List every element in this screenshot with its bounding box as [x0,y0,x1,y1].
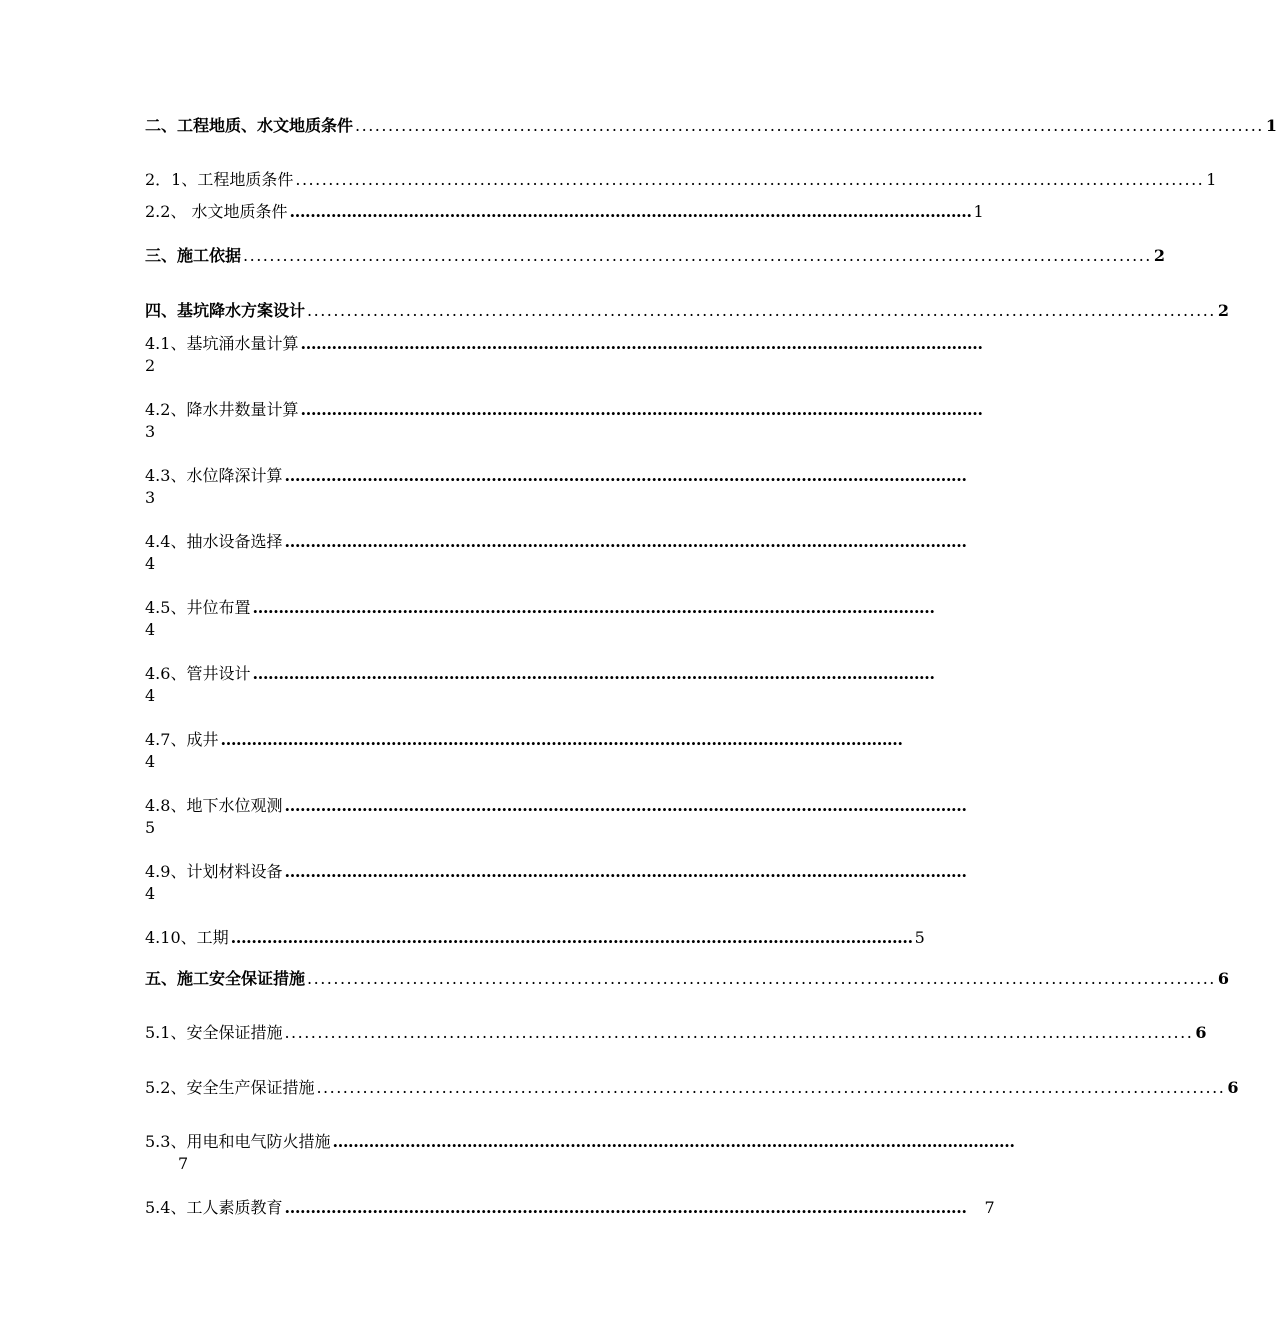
toc-entry[interactable] [145,1019,1207,1043]
leader-dots: …………………………………………………………………………………………………………………… [300,400,983,419]
toc-entry-page: 2 [1217,301,1230,320]
leader-dots: .......................................................................................................................................... [307,301,1216,320]
toc-entry[interactable] [145,198,984,222]
toc-entry-title: 4.10、工期 [145,928,229,947]
toc-entry-title: 5.2、安全生产保证措施 [145,1078,315,1097]
toc-entry-page: 4 [145,620,156,639]
leader-dots: .......................................................................................................................................... [355,116,1264,135]
toc-entry-title: 2.2、 水文地质条件 [145,202,288,221]
toc-entry-page: 5 [145,818,156,837]
toc-entry[interactable] [145,660,935,684]
toc-entry-page: 6 [1195,1023,1207,1042]
toc-entry-page: 4 [145,884,156,903]
leader-dots: …………………………………………………………………………………………………………………… [252,664,935,683]
toc-entry-page: 4 [145,554,156,573]
toc-entry-page: 4 [145,686,156,705]
leader-dots: …………………………………………………………………………………………………………………… [332,1132,1015,1151]
toc-entry-title: 4.1、基坑涌水量计算 [145,334,299,353]
leader-dots: …………………………………………………………………………………………………………………… [230,928,913,947]
leader-dots: …………………………………………………………………………………………………………………… [284,532,967,551]
toc-entry-page: 3 [145,488,156,507]
leader-dots: …………………………………………………………………………………………………………………… [284,1198,967,1217]
toc-entry-title: 四、基坑降水方案设计 [145,301,306,320]
leader-dots: .......................................................................................................................................... [284,1023,1194,1042]
toc-entry-page: 2 [1153,246,1166,265]
toc-entry-page: 4 [145,752,156,771]
toc-entry[interactable] [145,924,925,948]
toc-entry-page: 1 [1265,116,1277,135]
leader-dots: …………………………………………………………………………………………………………………… [284,862,967,881]
toc-entry-title: 4.6、管井设计 [145,664,251,683]
toc-entry-title: 4.3、水位降深计算 [145,466,283,485]
toc-entry[interactable] [145,965,1230,989]
toc-entry-page: 7 [984,1198,995,1217]
toc-entry-title: 4.9、计划材料设备 [145,862,283,881]
toc-entry-title: 4.8、地下水位观测 [145,796,283,815]
toc-entry-page: 6 [1217,969,1230,988]
leader-dots: .......................................................................................................................................... [295,170,1205,189]
toc-entry[interactable] [145,462,967,486]
toc-entry[interactable] [145,594,935,618]
toc-entry[interactable] [145,297,1230,321]
toc-entry[interactable] [145,726,903,750]
toc-entry[interactable] [145,528,967,552]
leader-dots: …………………………………………………………………………………………………………………… [220,730,903,749]
toc-entry-page: 2 [145,356,156,375]
toc-entry-title: 五、施工安全保证措施 [145,969,306,988]
toc-entry-title: 5.4、工人素质教育 [145,1198,283,1217]
leader-dots: …………………………………………………………………………………………………………………… [289,202,972,221]
toc-entry[interactable] [145,396,983,420]
toc-entry-title: 4.7、成井 [145,730,219,749]
leader-dots: …………………………………………………………………………………………………………………… [284,466,967,485]
toc-entry-title: 4.4、抽水设备选择 [145,532,283,551]
toc-entry-page: 7 [178,1154,189,1173]
toc-entry-title: 二、工程地质、水文地质条件 [145,116,354,135]
toc-entry-title: 5.3、用电和电气防火措施 [145,1132,331,1151]
toc-entry-page: 1 [1206,170,1217,189]
leader-dots: .......................................................................................................................................... [307,969,1216,988]
toc-entry-title: 4.5、井位布置 [145,598,251,617]
leader-dots: …………………………………………………………………………………………………………………… [300,334,983,353]
toc-entry-page: 3 [145,422,156,441]
toc-entry[interactable] [145,112,1277,136]
toc-entry-title: 2．1、工程地质条件 [145,170,294,189]
toc-entry[interactable] [145,792,967,816]
toc-entry-page: 6 [1227,1078,1239,1097]
toc-entry-title: 4.2、降水井数量计算 [145,400,299,419]
toc-entry[interactable] [145,330,983,354]
toc-entry[interactable] [145,242,1166,266]
toc-entry[interactable] [145,1128,1015,1152]
toc-entry[interactable] [145,1194,995,1218]
toc-entry[interactable] [145,166,1217,190]
toc-entry[interactable] [145,1074,1239,1098]
leader-dots: .......................................................................................................................................... [316,1078,1226,1097]
toc-entry-page: 5 [914,928,925,947]
toc-entry[interactable] [145,858,967,882]
leader-dots: …………………………………………………………………………………………………………………… [252,598,935,617]
leader-dots: .......................................................................................................................................... [243,246,1152,265]
toc-entry-page: 1 [973,202,984,221]
leader-dots: …………………………………………………………………………………………………………………… [284,796,967,815]
toc-entry-title: 5.1、安全保证措施 [145,1023,283,1042]
toc-entry-title: 三、施工依据 [145,246,242,265]
